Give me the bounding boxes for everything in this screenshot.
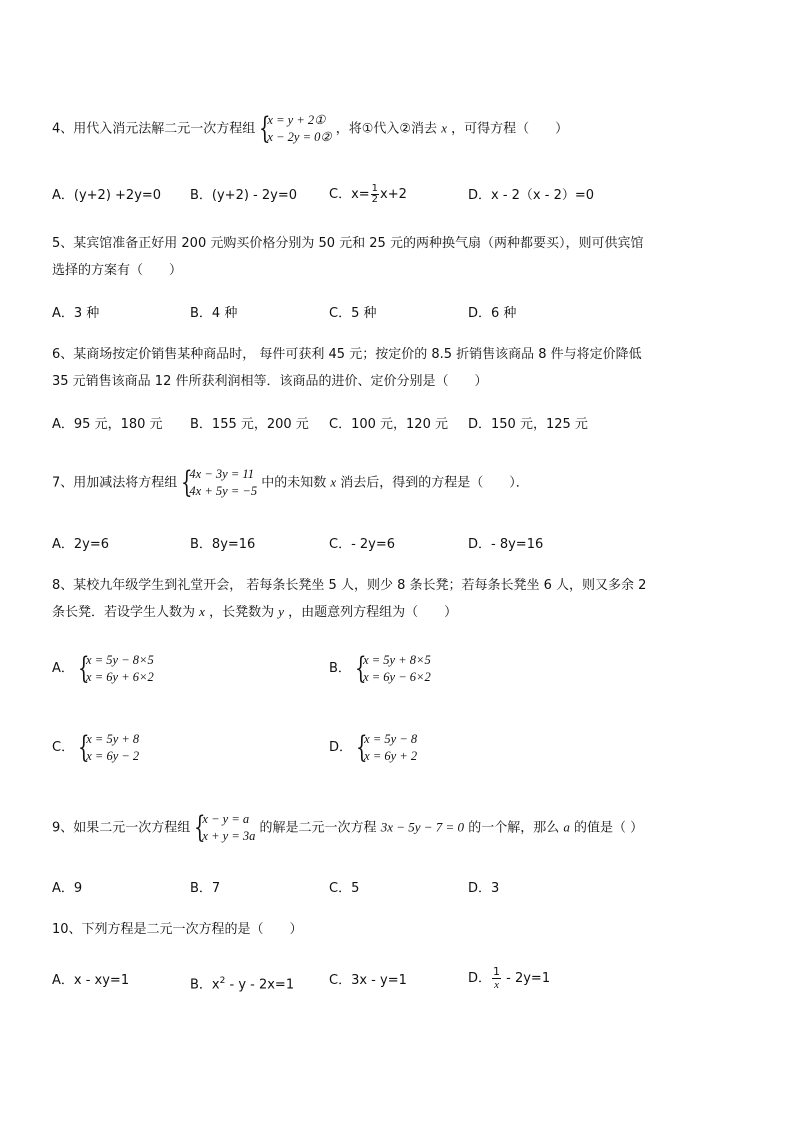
q10-option-b-post: - y - 2x=1 — [225, 977, 295, 993]
q7-option-a[interactable]: A．2y=6 — [52, 537, 110, 552]
q10-option-d[interactable] — [468, 966, 550, 991]
question-5-line-1: 5、某宾馆准备正好用 200 元购买价格分别为 50 元和 25 元的两种换气扇（两种都要买），则可供宾馆 — [52, 236, 644, 251]
q4-option-b[interactable]: B．(y+2) - 2y=0 — [190, 188, 298, 203]
question-10-stem: 10、下列方程是二元一次方程的是（ ） — [52, 922, 303, 937]
q10-option-b-exponent: 2 — [219, 976, 226, 986]
q4-option-c-pre: C．x= — [329, 187, 370, 202]
option-eq-1: x = 5y − 8×5 — [86, 653, 154, 667]
brace-icon: { — [356, 730, 368, 765]
brace-icon: { — [78, 730, 90, 765]
brace-icon: { — [78, 651, 90, 686]
q9-mid: 的解是二元一次方程 — [259, 820, 377, 836]
q10-option-d-pre: D． — [468, 971, 492, 986]
q9-option-c[interactable]: C．5 — [329, 881, 360, 896]
q4-suffix-b: ，可得方程（ ） — [451, 121, 569, 137]
q9-option-a[interactable]: A．9 — [52, 881, 83, 896]
q8-option-c-system — [78, 731, 139, 765]
option-label: D． — [329, 740, 353, 755]
q5-option-c[interactable]: C．5 种 — [329, 306, 377, 321]
question-6-line-2: 35 元销售该商品 12 件所获利润相等．该商品的进价、定价分别是（ ） — [52, 374, 488, 389]
q4-option-c[interactable] — [329, 184, 407, 205]
q10-option-c[interactable]: C．3x - y=1 — [329, 973, 407, 988]
q8-option-d-system — [356, 731, 417, 765]
q7-option-b[interactable]: B．8y=16 — [190, 537, 256, 552]
q7-prefix: 7、用加减法将方程组 — [52, 475, 178, 491]
fraction-numerator: 1 — [371, 183, 379, 194]
q8-line-2-c: ，由题意列方程组为（ ） — [288, 605, 458, 620]
option-eq-2: x = 6y + 6×2 — [86, 670, 154, 684]
q4-eq-1: x = y + 2① — [267, 113, 326, 127]
q4-equation-system — [259, 112, 331, 146]
q6-option-d[interactable]: D．150 元，125 元 — [468, 417, 588, 432]
option-label: A． — [52, 661, 74, 676]
fraction-denominator: x — [494, 979, 499, 991]
q4-option-d[interactable]: D．x - 2（x - 2）=0 — [468, 188, 595, 203]
q7-eq-2: 4x + 5y = −5 — [189, 484, 258, 498]
q7-eq-1: 4x − 3y = 11 — [189, 467, 254, 481]
q9-eq-2: x + y = 3a — [202, 829, 256, 843]
q10-option-d-post: - 2y=1 — [502, 971, 551, 986]
q9-variable: a — [563, 819, 570, 835]
question-8-line-1: 8、某校九年级学生到礼堂开会， 若每条长凳坐 5 人，则少 8 条长凳；若每条长凳坐 6 人，则又多余 2 — [52, 578, 647, 593]
q10-option-a[interactable]: A．x - xy=1 — [52, 973, 130, 988]
q8-line-2-a: 条长凳．若设学生人数为 — [52, 605, 196, 620]
q6-option-c[interactable]: C．100 元，120 元 — [329, 417, 448, 432]
q9-option-b[interactable]: B．7 — [190, 881, 221, 896]
q7-equation-system — [181, 466, 257, 500]
q7-suffix: 消去后，得到的方程是（ ）． — [340, 475, 529, 491]
q6-option-b[interactable]: B．155 元，200 元 — [190, 417, 309, 432]
q8-option-a-system — [78, 652, 154, 686]
brace-icon: { — [259, 111, 271, 146]
q8-line-2-b: ，长凳数为 — [209, 605, 275, 620]
q8-option-a[interactable] — [52, 652, 154, 686]
q9-equation: 3x − 5y − 7 = 0 — [380, 819, 465, 835]
option-eq-1: x = 5y + 8×5 — [363, 653, 431, 667]
q9-prefix: 9、如果二元一次方程组 — [52, 820, 191, 836]
question-8-line-2 — [52, 604, 457, 621]
brace-icon: { — [355, 651, 367, 686]
q7-option-c[interactable]: C．- 2y=6 — [329, 537, 396, 552]
question-6-line-1: 6、某商场按定价销售某种商品时， 每件可获利 45 元；按定价的 8.5 折销售该商品 8 件与将定价降低 — [52, 347, 642, 362]
question-5-line-2: 选择的方案有（ ） — [52, 263, 183, 278]
q5-option-a[interactable]: A．3 种 — [52, 306, 100, 321]
q7-variable: x — [330, 474, 337, 490]
q8-option-d[interactable] — [329, 731, 417, 765]
q9-suffix: 的值是（ ） — [573, 820, 644, 836]
option-eq-2: x = 6y + 2 — [364, 749, 418, 763]
brace-icon: { — [194, 810, 206, 845]
option-eq-1: x = 5y − 8 — [364, 732, 418, 746]
fraction-denominator: 2 — [371, 194, 379, 205]
option-eq-2: x = 6y − 6×2 — [363, 670, 431, 684]
q4-eq-2: x − 2y = 0② — [267, 130, 332, 144]
option-label: C． — [52, 740, 75, 755]
q8-option-b[interactable] — [329, 652, 431, 686]
q5-option-d[interactable]: D．6 种 — [468, 306, 517, 321]
q8-var-x: x — [199, 604, 205, 619]
q4-suffix-a: ，将①代入②消去 — [335, 121, 438, 137]
fraction-numerator: 1 — [493, 965, 501, 978]
q8-var-y: y — [278, 604, 285, 619]
q8-option-b-system — [355, 652, 431, 686]
brace-icon: { — [181, 465, 193, 500]
q10-option-d-fraction — [492, 966, 501, 991]
q9-eq-1: x − y = a — [202, 812, 250, 826]
q10-option-b[interactable] — [190, 973, 294, 993]
question-7-stem — [52, 466, 529, 500]
q7-mid: 中的未知数 — [261, 475, 327, 491]
option-label: B． — [329, 661, 351, 676]
q10-option-b-pre: B．x — [190, 977, 220, 993]
q7-option-d[interactable]: D．- 8y=16 — [468, 537, 544, 552]
question-4-stem — [52, 112, 568, 146]
q4-variable: x — [441, 120, 447, 136]
q4-option-a[interactable]: A．(y+2) +2y=0 — [52, 188, 162, 203]
q4-prefix: 4、用代入消元法解二元一次方程组 — [52, 121, 256, 137]
q4-option-c-post: x+2 — [380, 187, 407, 202]
q9-mid-2: 的一个解，那么 — [468, 820, 560, 836]
q4-option-c-fraction — [371, 184, 379, 205]
q9-option-d[interactable]: D．3 — [468, 881, 500, 896]
option-eq-1: x = 5y + 8 — [86, 732, 140, 746]
q8-option-c[interactable] — [52, 731, 139, 765]
q6-option-a[interactable]: A．95 元，180 元 — [52, 417, 163, 432]
question-9-stem — [52, 811, 643, 845]
q5-option-b[interactable]: B．4 种 — [190, 306, 238, 321]
option-eq-2: x = 6y − 2 — [86, 749, 140, 763]
q9-equation-system — [194, 811, 255, 845]
